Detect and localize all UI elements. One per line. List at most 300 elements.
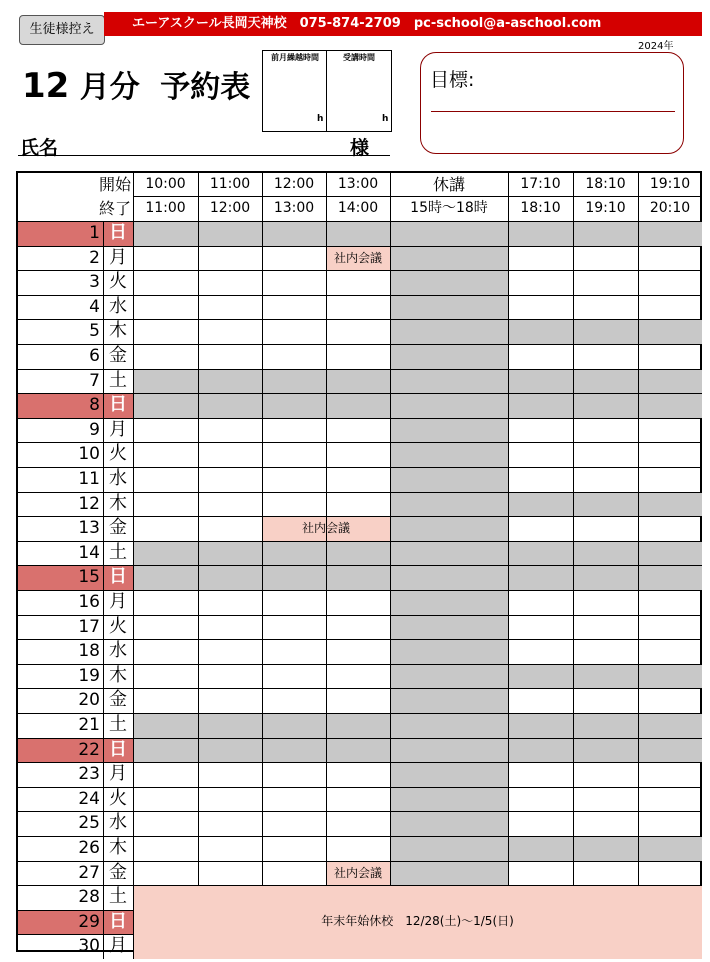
slot-cell[interactable] <box>133 664 198 689</box>
grid-vline <box>326 173 327 885</box>
day-number: 14 <box>78 542 100 563</box>
day-number: 8 <box>18 393 103 418</box>
slot-cell <box>638 664 702 689</box>
slot-cell[interactable] <box>573 418 638 443</box>
slot-cell[interactable] <box>573 639 638 664</box>
grid-hline <box>18 492 702 493</box>
slot-cell[interactable] <box>262 492 326 517</box>
weekday: 日 <box>103 393 133 418</box>
weekday: 土 <box>109 541 127 563</box>
slot-cell[interactable] <box>638 688 702 713</box>
weekday: 水 <box>109 812 127 834</box>
slot-cell[interactable] <box>326 295 390 320</box>
slot-cell <box>390 836 508 861</box>
slot-cell[interactable] <box>326 787 390 812</box>
slot-cell[interactable] <box>262 861 326 886</box>
weekday: 水 <box>109 468 127 489</box>
goal-box[interactable] <box>420 52 684 154</box>
slot-cell[interactable] <box>133 442 198 467</box>
meeting-event: 社内会議 <box>326 246 390 271</box>
month-suffix: 月分 <box>79 70 140 105</box>
slot-cell[interactable] <box>638 590 702 615</box>
attended-hour-unit: h <box>382 114 389 124</box>
slot-cell <box>390 762 508 787</box>
slot-cell[interactable] <box>133 516 198 541</box>
grid-hline <box>18 688 702 689</box>
slot-end-1: 12:00 <box>209 200 251 216</box>
slot-cell <box>326 393 390 418</box>
slot-cell[interactable] <box>262 688 326 713</box>
day-number: 29 <box>18 910 103 935</box>
weekday: 金 <box>109 861 127 883</box>
day-number: 10 <box>78 444 100 465</box>
slot-cell[interactable] <box>508 246 573 271</box>
slot-cell[interactable] <box>326 492 390 517</box>
slot-cell <box>573 221 638 246</box>
slot-cell[interactable] <box>326 467 390 492</box>
slot-cell[interactable] <box>573 246 638 271</box>
slot-cell[interactable] <box>638 467 702 492</box>
slot-cell <box>638 221 702 246</box>
slot-cell[interactable] <box>638 861 702 886</box>
slot-cell[interactable] <box>198 861 262 886</box>
slot-cell[interactable] <box>638 442 702 467</box>
slot-cell[interactable] <box>326 664 390 689</box>
student-copy-label: 生徒様控え <box>19 15 105 45</box>
slot-cell[interactable] <box>133 787 198 812</box>
slot-cell[interactable] <box>508 590 573 615</box>
day-number: 28 <box>78 887 100 908</box>
slot-cell[interactable] <box>326 590 390 615</box>
slot-cell[interactable] <box>638 418 702 443</box>
slot-cell <box>133 713 198 738</box>
slot-cell[interactable] <box>262 344 326 369</box>
slot-cell[interactable] <box>262 295 326 320</box>
name-label: 氏名 <box>20 137 59 159</box>
slot-cell <box>390 688 508 713</box>
slot-cell <box>390 442 508 467</box>
weekday: 土 <box>109 714 127 735</box>
slot-cell[interactable] <box>133 418 198 443</box>
slot-cell <box>508 713 573 738</box>
slot-cell[interactable] <box>198 639 262 664</box>
weekday: 木 <box>109 837 127 858</box>
slot-cell[interactable] <box>262 246 326 271</box>
slot-cell[interactable] <box>198 762 262 787</box>
slot-start-7: 19:10 <box>649 176 691 192</box>
slot-end-6: 19:10 <box>585 200 626 216</box>
slot-cell <box>390 590 508 615</box>
holiday-label: 年末年始休校 12/28(土)～1/5(日) <box>321 914 514 929</box>
slot-cell[interactable] <box>508 639 573 664</box>
meeting-event: 社内会議 <box>262 516 390 541</box>
slot-cell[interactable] <box>133 688 198 713</box>
weekday: 水 <box>109 640 127 662</box>
slot-cell <box>390 787 508 812</box>
day-number: 6 <box>89 346 100 366</box>
slot-cell[interactable] <box>133 319 198 344</box>
slot-end-2: 13:00 <box>273 200 315 216</box>
grid-hline <box>18 738 702 739</box>
weekday: 火 <box>109 787 127 809</box>
slot-cell[interactable] <box>326 688 390 713</box>
grid-hline <box>18 565 702 566</box>
slot-cell[interactable] <box>198 836 262 861</box>
day-number: 25 <box>78 813 100 834</box>
weekday: 日 <box>103 738 133 763</box>
slot-cell[interactable] <box>262 836 326 861</box>
slot-cell <box>198 221 262 246</box>
slot-cell <box>508 369 573 394</box>
slot-cell <box>390 615 508 640</box>
slot-cell <box>262 221 326 246</box>
slot-cell <box>390 516 508 541</box>
slot-cell[interactable] <box>133 762 198 787</box>
slot-cell[interactable] <box>508 811 573 836</box>
grid-vline <box>638 173 639 885</box>
grid-hline <box>18 516 702 517</box>
slot-cell[interactable] <box>198 615 262 640</box>
slot-cell <box>390 713 508 738</box>
slot-cell <box>326 369 390 394</box>
slot-cell <box>198 541 262 566</box>
grid-hline <box>18 615 702 616</box>
slot-cell[interactable] <box>262 590 326 615</box>
start-label: 開始 <box>98 175 131 194</box>
slot-cell[interactable] <box>326 442 390 467</box>
slot-cell[interactable] <box>326 811 390 836</box>
slot-cell <box>390 492 508 517</box>
grid-vline <box>198 173 199 885</box>
slot-cell <box>326 713 390 738</box>
goal-label: 目標: <box>430 69 475 91</box>
slot-cell[interactable] <box>508 344 573 369</box>
slot-cell[interactable] <box>326 344 390 369</box>
slot-cell[interactable] <box>573 811 638 836</box>
slot-cell[interactable] <box>262 787 326 812</box>
grid-hline <box>18 418 702 419</box>
slot-cell[interactable] <box>638 295 702 320</box>
slot-cell[interactable] <box>638 787 702 812</box>
slot-cell <box>508 393 573 418</box>
slot-cell[interactable] <box>133 344 198 369</box>
slot-start-4: 休講 <box>432 175 465 194</box>
day-number: 20 <box>78 690 100 711</box>
prev-carryover-label: 前月繰越時間 <box>271 53 319 62</box>
slot-cell[interactable] <box>198 442 262 467</box>
grid-hline <box>18 787 702 788</box>
slot-cell[interactable] <box>326 418 390 443</box>
slot-cell <box>508 738 573 763</box>
slot-cell[interactable] <box>262 664 326 689</box>
slot-cell <box>638 738 702 763</box>
grid-hline <box>18 541 702 542</box>
slot-cell <box>508 541 573 566</box>
slot-cell[interactable] <box>638 516 702 541</box>
meeting-event: 社内会議 <box>326 861 390 886</box>
day-number: 30 <box>78 936 100 957</box>
grid-hline <box>18 861 702 862</box>
slot-cell[interactable] <box>262 442 326 467</box>
slot-start-1: 11:00 <box>209 176 251 192</box>
day-number: 15 <box>18 565 103 590</box>
slot-cell[interactable] <box>198 418 262 443</box>
name-field-line[interactable] <box>18 155 390 156</box>
grid-vline <box>508 173 509 885</box>
slot-start-0: 10:00 <box>145 176 186 192</box>
grid-hline <box>18 590 702 591</box>
slot-cell[interactable] <box>573 590 638 615</box>
grid-hline <box>18 393 702 394</box>
slot-cell[interactable] <box>573 615 638 640</box>
day-number: 16 <box>78 592 100 612</box>
grid-hline <box>18 836 702 837</box>
weekday: 火 <box>109 271 127 293</box>
grid-hline <box>133 196 702 197</box>
slot-cell <box>262 393 326 418</box>
slot-cell[interactable] <box>262 467 326 492</box>
slot-cell[interactable] <box>573 861 638 886</box>
slot-cell[interactable] <box>133 639 198 664</box>
slot-cell <box>198 565 262 590</box>
grid-hline <box>18 369 702 370</box>
slot-cell[interactable] <box>133 615 198 640</box>
slot-cell <box>508 492 573 517</box>
slot-cell[interactable] <box>198 270 262 295</box>
slot-start-6: 18:10 <box>585 176 626 192</box>
slot-cell <box>390 295 508 320</box>
slot-cell[interactable] <box>508 516 573 541</box>
weekday: 金 <box>109 517 127 539</box>
slot-cell[interactable] <box>198 787 262 812</box>
slot-cell[interactable] <box>262 418 326 443</box>
slot-cell[interactable] <box>133 590 198 615</box>
slot-cell[interactable] <box>638 344 702 369</box>
day-number: 26 <box>78 838 100 858</box>
weekday: 水 <box>109 295 127 317</box>
day-number: 9 <box>89 419 100 440</box>
slot-cell[interactable] <box>638 615 702 640</box>
slot-cell <box>133 565 198 590</box>
slot-cell[interactable] <box>326 319 390 344</box>
slot-cell[interactable] <box>638 762 702 787</box>
slot-cell[interactable] <box>638 270 702 295</box>
slot-cell[interactable] <box>262 270 326 295</box>
weekday: 月 <box>109 763 127 785</box>
weekday: 日 <box>103 221 133 246</box>
slot-cell <box>508 836 573 861</box>
slot-cell[interactable] <box>573 295 638 320</box>
slot-cell[interactable] <box>638 639 702 664</box>
weekday: 月 <box>109 935 127 957</box>
slot-cell[interactable] <box>326 639 390 664</box>
slot-cell[interactable] <box>573 516 638 541</box>
slot-start-5: 17:10 <box>520 176 561 192</box>
slot-cell <box>638 369 702 394</box>
slot-cell <box>573 369 638 394</box>
slot-cell[interactable] <box>638 246 702 271</box>
weekday: 木 <box>109 664 127 686</box>
slot-cell[interactable] <box>133 295 198 320</box>
day-number: 19 <box>78 665 100 686</box>
weekday: 金 <box>109 689 127 711</box>
slot-cell[interactable] <box>262 639 326 664</box>
slot-cell <box>508 664 573 689</box>
slot-cell[interactable] <box>508 467 573 492</box>
slot-cell[interactable] <box>198 319 262 344</box>
slot-cell[interactable] <box>508 688 573 713</box>
slot-cell[interactable] <box>133 467 198 492</box>
grid-hline <box>18 319 702 320</box>
grid-vline <box>573 173 574 885</box>
slot-cell[interactable] <box>326 762 390 787</box>
slot-cell[interactable] <box>508 787 573 812</box>
slot-cell[interactable] <box>262 811 326 836</box>
slot-cell <box>133 393 198 418</box>
slot-cell <box>390 811 508 836</box>
slot-cell[interactable] <box>198 467 262 492</box>
day-number: 23 <box>78 764 100 785</box>
title-text: 予約表 <box>160 70 251 105</box>
slot-cell <box>390 319 508 344</box>
weekday: 日 <box>103 565 133 590</box>
slot-end-7: 20:10 <box>649 200 691 216</box>
day-number: 7 <box>89 370 100 391</box>
slot-cell[interactable] <box>508 442 573 467</box>
day-number: 21 <box>78 715 100 735</box>
slot-cell <box>508 319 573 344</box>
slot-cell[interactable] <box>198 590 262 615</box>
slot-cell[interactable] <box>326 615 390 640</box>
slot-cell <box>638 541 702 566</box>
slot-cell <box>262 565 326 590</box>
slot-cell <box>326 738 390 763</box>
slot-cell <box>198 713 262 738</box>
slot-cell <box>638 492 702 517</box>
slot-cell <box>198 369 262 394</box>
slot-cell[interactable] <box>573 467 638 492</box>
grid-hline <box>18 713 702 714</box>
slot-cell[interactable] <box>133 270 198 295</box>
slot-cell[interactable] <box>133 492 198 517</box>
slot-cell <box>133 541 198 566</box>
year-label: 2024年 <box>638 41 674 52</box>
slot-cell[interactable] <box>573 270 638 295</box>
grid-hline <box>18 910 133 911</box>
slot-cell[interactable] <box>133 246 198 271</box>
slot-cell[interactable] <box>508 762 573 787</box>
slot-start-3: 13:00 <box>337 176 379 192</box>
grid-vline <box>390 173 391 885</box>
slot-cell[interactable] <box>326 270 390 295</box>
weekday: 月 <box>109 418 127 440</box>
slot-cell[interactable] <box>326 836 390 861</box>
weekday: 土 <box>109 886 127 908</box>
weekday: 木 <box>109 320 127 342</box>
slot-end-0: 11:00 <box>145 200 186 216</box>
slot-cell <box>262 738 326 763</box>
month-number: 12 <box>22 66 70 106</box>
day-number: 27 <box>78 862 100 883</box>
grid-hline <box>18 811 702 812</box>
slot-cell <box>390 369 508 394</box>
grid-hline <box>18 885 702 886</box>
weekday: 金 <box>109 345 127 366</box>
day-number: 22 <box>18 738 103 763</box>
slot-cell <box>390 639 508 664</box>
slot-cell[interactable] <box>573 344 638 369</box>
slot-cell[interactable] <box>573 688 638 713</box>
slot-cell[interactable] <box>198 664 262 689</box>
slot-cell <box>573 319 638 344</box>
slot-cell[interactable] <box>133 811 198 836</box>
slot-cell[interactable] <box>198 344 262 369</box>
slot-cell[interactable] <box>198 492 262 517</box>
slot-cell[interactable] <box>198 688 262 713</box>
slot-cell[interactable] <box>133 861 198 886</box>
weekday: 木 <box>109 492 127 514</box>
end-label: 終了 <box>98 199 131 218</box>
slot-cell <box>390 738 508 763</box>
grid-hline <box>18 270 702 271</box>
slot-cell[interactable] <box>198 246 262 271</box>
grid-hline <box>18 442 702 443</box>
slot-cell[interactable] <box>508 270 573 295</box>
slot-cell[interactable] <box>133 836 198 861</box>
slot-cell[interactable] <box>198 811 262 836</box>
slot-cell[interactable] <box>198 516 262 541</box>
grid-hline <box>18 344 702 345</box>
slot-cell[interactable] <box>262 615 326 640</box>
slot-cell <box>573 565 638 590</box>
slot-cell[interactable] <box>573 762 638 787</box>
slot-cell <box>326 565 390 590</box>
slot-cell <box>390 418 508 443</box>
slot-start-2: 12:00 <box>273 176 315 192</box>
slot-cell <box>262 713 326 738</box>
slot-cell <box>262 369 326 394</box>
page-title <box>22 62 250 106</box>
day-number: 24 <box>78 788 100 809</box>
slot-cell[interactable] <box>508 861 573 886</box>
slot-cell <box>326 221 390 246</box>
slot-cell <box>573 836 638 861</box>
slot-cell[interactable] <box>198 295 262 320</box>
slot-cell[interactable] <box>638 811 702 836</box>
slot-cell <box>638 836 702 861</box>
attended-hours-label: 受講時間 <box>343 53 375 62</box>
day-number: 5 <box>89 321 100 342</box>
weekday: 火 <box>109 443 127 465</box>
slot-cell[interactable] <box>508 418 573 443</box>
slot-cell <box>573 738 638 763</box>
day-number: 12 <box>78 493 100 514</box>
slot-cell[interactable] <box>573 787 638 812</box>
slot-cell[interactable] <box>508 615 573 640</box>
day-number: 11 <box>78 469 100 489</box>
slot-cell[interactable] <box>262 319 326 344</box>
slot-end-5: 18:10 <box>520 200 561 216</box>
day-number: 17 <box>78 616 100 637</box>
slot-cell <box>262 541 326 566</box>
slot-cell[interactable] <box>262 762 326 787</box>
slot-cell <box>508 221 573 246</box>
day-number: 2 <box>89 247 100 268</box>
grid-hline <box>18 221 702 222</box>
slot-cell <box>198 738 262 763</box>
slot-cell[interactable] <box>508 295 573 320</box>
slot-cell[interactable] <box>573 442 638 467</box>
